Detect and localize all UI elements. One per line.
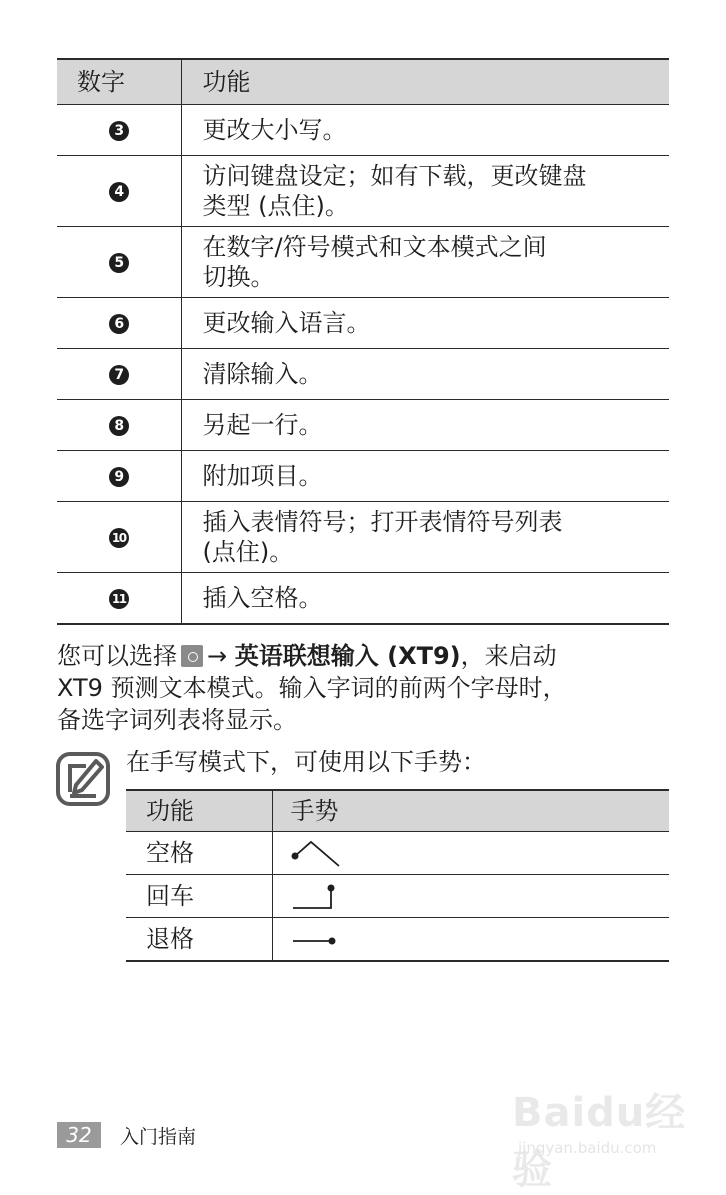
number-badge: 10 — [109, 528, 129, 548]
header-number: 数字 — [57, 59, 181, 105]
paragraph-tail: ，来启动 — [460, 642, 557, 670]
gesture-backspace-icon — [291, 924, 343, 954]
number-badge: 8 — [109, 416, 129, 436]
table-row — [57, 298, 669, 349]
gesture-row — [126, 875, 669, 918]
number-badge: 7 — [109, 365, 129, 385]
function-text: 插入空格。 — [181, 573, 669, 625]
page-number: 32 — [57, 1122, 101, 1148]
gesture-header-row — [126, 790, 669, 832]
function-text: 更改输入语言。 — [181, 298, 669, 349]
arrow-glyph: → — [207, 642, 228, 670]
function-text: 插入表情符号；打开表情符号列表 (点住)。 — [181, 502, 669, 573]
paragraph-line-2: XT9 预测文本模式。输入字词的前两个字母时， — [57, 674, 567, 702]
section-title: 入门指南 — [120, 1126, 197, 1148]
paragraph-line-3: 备选字词列表将显示。 — [57, 706, 297, 734]
table-row — [57, 227, 669, 298]
number-badge: 6 — [109, 314, 129, 334]
table-row — [57, 349, 669, 400]
gesture-space-icon — [291, 838, 343, 868]
xt9-option-label: 英语联想输入 (XT9) — [234, 642, 461, 670]
paragraph-lead: 您可以选择 — [57, 642, 177, 670]
function-text: 访问键盘设定；如有下载，更改键盘 类型 (点住)。 — [181, 156, 669, 227]
table-row — [57, 400, 669, 451]
function-text: 更改大小写。 — [181, 105, 669, 156]
baidu-watermark — [512, 1075, 692, 1193]
table-row — [57, 451, 669, 502]
watermark-logo: Baidu经验 — [512, 1090, 687, 1193]
gesture-label: 空格 — [126, 832, 272, 875]
gesture-enter-icon — [291, 881, 343, 911]
function-text: 另起一行。 — [181, 400, 669, 451]
gesture-table — [126, 789, 669, 962]
function-text: 清除输入。 — [181, 349, 669, 400]
table-header-row — [57, 59, 669, 105]
gesture-label: 回车 — [126, 875, 272, 918]
gesture-header-function: 功能 — [126, 790, 272, 832]
table-row — [57, 573, 669, 625]
paragraph-line-1 — [57, 640, 677, 672]
gesture-header-gesture: 手势 — [272, 790, 669, 832]
note-pencil-icon — [56, 752, 110, 806]
settings-icon — [181, 645, 203, 667]
number-badge: 5 — [109, 253, 129, 273]
function-text: 附加项目。 — [181, 451, 669, 502]
table-row — [57, 105, 669, 156]
table-row — [57, 502, 669, 573]
table-row — [57, 156, 669, 227]
watermark-url: jingyan.baidu.com — [518, 1139, 657, 1157]
number-badge: 3 — [109, 121, 129, 141]
gesture-row — [126, 918, 669, 962]
number-badge: 9 — [109, 467, 129, 487]
number-badge: 11 — [109, 589, 129, 609]
function-text: 在数字/符号模式和文本模式之间 切换。 — [181, 227, 669, 298]
number-badge: 4 — [109, 182, 129, 202]
note-text: 在手写模式下，可使用以下手势： — [126, 748, 486, 776]
xt9-paragraph — [57, 640, 677, 736]
gesture-label: 退格 — [126, 918, 272, 962]
gesture-row — [126, 832, 669, 875]
keyboard-functions-table — [57, 58, 669, 625]
header-function: 功能 — [181, 59, 669, 105]
